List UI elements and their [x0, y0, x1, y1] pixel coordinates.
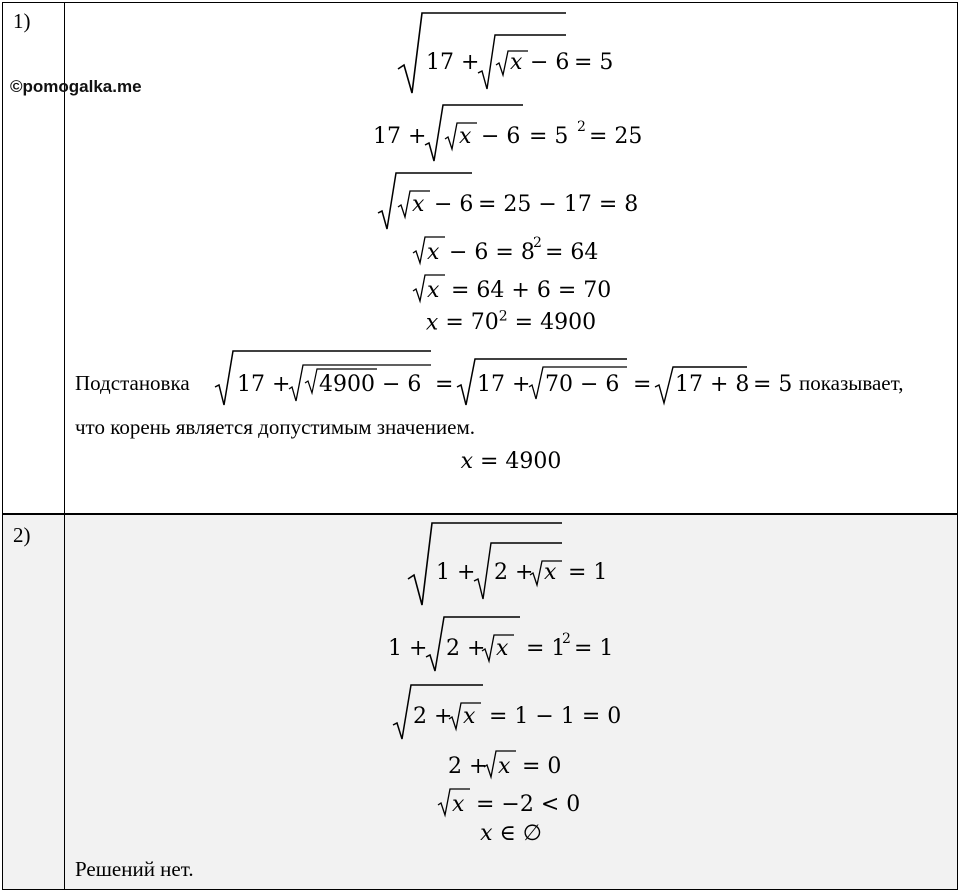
nested-radical-equation [396, 11, 626, 95]
equation-line-3 [65, 169, 957, 237]
svg-text:= 25: = 25 [589, 124, 643, 149]
svg-text:= 5: = 5 [529, 124, 569, 149]
svg-text:− 6: − 6 [530, 50, 570, 75]
equation-line-5 [65, 785, 957, 825]
equation-line-2 [65, 613, 957, 679]
svg-text:17 +: 17 + [373, 124, 427, 149]
check-suffix: показывает, [799, 371, 904, 395]
svg-text:x: x [510, 50, 523, 75]
svg-text:17 +: 17 + [237, 372, 291, 397]
svg-text:= 1: = 1 [574, 636, 614, 661]
svg-text:= 64 + 6 = 70: = 64 + 6 = 70 [451, 278, 611, 303]
svg-text:2 +: 2 + [446, 636, 486, 661]
svg-text:= 25 − 17 = 8: = 25 − 17 = 8 [478, 192, 639, 217]
equation-line-6 [65, 821, 957, 846]
svg-text:x: x [459, 124, 472, 149]
svg-text:= 1: = 1 [526, 636, 566, 661]
watermark: ©pomogalka.me [10, 77, 142, 96]
equation-line-1 [65, 11, 957, 101]
svg-text:− 6 = 8: − 6 = 8 [449, 240, 535, 265]
radical-equation [376, 169, 646, 231]
svg-text:x: x [496, 636, 509, 661]
svg-text:= 5: = 5 [574, 50, 614, 75]
row-number-cell [3, 515, 65, 889]
svg-text:x: x [544, 560, 557, 585]
svg-text:2: 2 [577, 119, 586, 135]
equation-line-4 [65, 747, 957, 787]
svg-text:2 +: 2 + [494, 560, 534, 585]
solution-cell [65, 515, 957, 889]
row-number: 1) [13, 9, 31, 33]
svg-text:= 64: = 64 [545, 240, 599, 265]
equation-line-2 [65, 101, 957, 169]
radical-equation [411, 233, 611, 267]
table-row-2 [2, 514, 958, 890]
svg-text:2 +: 2 + [448, 754, 488, 779]
equation-rhs: ∈ ∅ [499, 821, 542, 846]
svg-text:= −2 < 0: = −2 < 0 [476, 792, 581, 817]
equation-rhs: = $70^2 = 4900$ [445, 309, 597, 336]
table-row-1 [2, 2, 958, 514]
svg-text:x: x [463, 704, 476, 729]
conclusion-text: Решений нет. [75, 857, 194, 881]
svg-text:2 +: 2 + [413, 704, 453, 729]
answer-line [65, 449, 957, 474]
equation-line-4 [65, 233, 957, 273]
radical-equation [371, 101, 651, 163]
radical-equation [436, 785, 586, 819]
svg-text:17 + 8: 17 + 8 [675, 372, 750, 397]
svg-text:70 − 6: 70 − 6 [545, 372, 620, 397]
check-line-2: что корень является допустимым значением. [75, 415, 475, 439]
equation-x: x [480, 821, 493, 846]
row-number: 2) [13, 523, 31, 547]
svg-text:=: = [633, 372, 652, 397]
svg-text:=: = [435, 372, 454, 397]
svg-text:1 +: 1 + [388, 636, 428, 661]
equation-x: x [425, 310, 439, 336]
svg-text:− 6: − 6 [481, 124, 521, 149]
equation-line-3 [65, 681, 957, 747]
answer-value: = 4900 [480, 449, 562, 474]
radical-equation [446, 747, 576, 781]
equation-line-5 [65, 271, 957, 311]
radical-equation [386, 613, 636, 673]
answer-x: x [460, 449, 473, 474]
svg-text:4900 − 6: 4900 − 6 [319, 372, 422, 397]
svg-text:17 +: 17 + [426, 50, 480, 75]
substitution-expression [213, 347, 793, 409]
svg-text:x: x [427, 240, 440, 265]
svg-text:x: x [427, 278, 440, 303]
svg-text:= 1: = 1 [568, 560, 608, 585]
equation-line-6 [65, 309, 957, 335]
svg-text:x: x [452, 792, 465, 817]
svg-text:− 6: − 6 [434, 192, 474, 217]
radical-equation [411, 271, 611, 305]
svg-text:= 1 − 1 = 0: = 1 − 1 = 0 [489, 704, 622, 729]
nested-radical-equation [406, 519, 616, 607]
radical-equation [391, 681, 631, 741]
solution-table [2, 2, 958, 888]
check-prefix: Подстановка [75, 371, 190, 395]
svg-text:2: 2 [533, 235, 542, 251]
svg-text:17 +: 17 + [477, 372, 531, 397]
svg-text:= 5: = 5 [753, 372, 793, 397]
equation-line-1 [65, 519, 957, 613]
svg-text:x: x [412, 192, 425, 217]
svg-text:= 0: = 0 [522, 754, 562, 779]
svg-text:1 +: 1 + [436, 560, 476, 585]
solution-cell [65, 3, 957, 513]
svg-text:2: 2 [562, 631, 571, 647]
svg-text:x: x [498, 754, 511, 779]
